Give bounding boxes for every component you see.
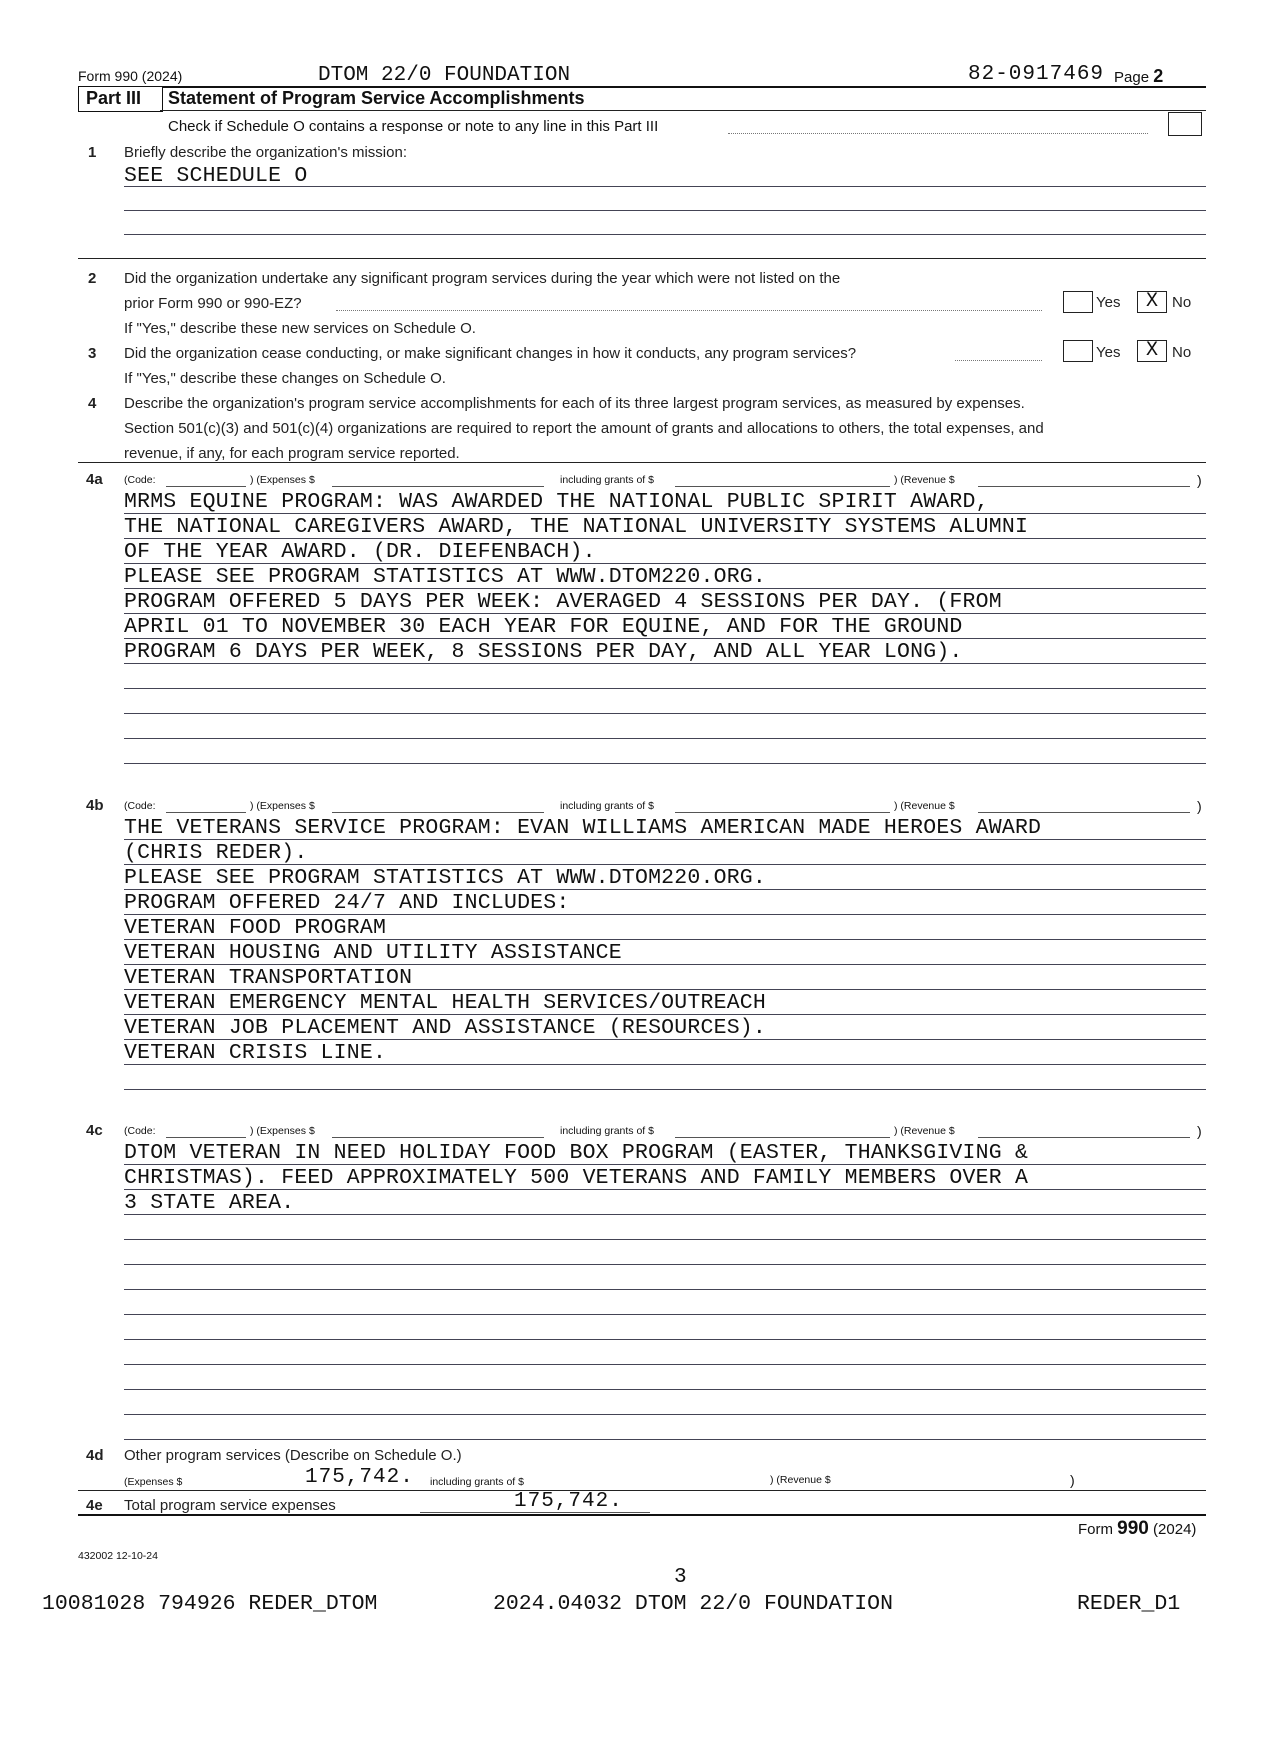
line-4d-revenue-label: ) (Revenue $ — [770, 1474, 831, 1486]
schedule-o-check-text: Check if Schedule O contains a response or note to any line in this Part III — [168, 118, 659, 135]
line-4c-number: 4c — [86, 1122, 103, 1139]
line-2-no-label: No — [1172, 294, 1192, 311]
mission-answer: SEE SCHEDULE O — [124, 164, 308, 188]
line-3-number: 3 — [88, 345, 97, 362]
description-line — [124, 864, 1206, 865]
line-4c-text-line: CHRISTMAS). FEED APPROXIMATELY 500 VETERANS AND FAMILY MEMBERS OVER A — [124, 1166, 1029, 1190]
line-4a-text-line: MRMS EQUINE PROGRAM: WAS AWARDED THE NATIONAL PUBLIC SPIRIT AWARD, — [124, 490, 989, 514]
line-4-text-a: Describe the organization's program service accomplishments for each of its three largest program services, as measured by expenses. — [124, 395, 1025, 412]
line-4a-text-line: THE NATIONAL CAREGIVERS AWARD, THE NATIONAL UNIVERSITY SYSTEMS ALUMNI — [124, 515, 1029, 539]
line-2-no-checkbox[interactable]: X — [1137, 291, 1167, 313]
line-4b-text-line: PROGRAM OFFERED 24/7 AND INCLUDES: — [124, 891, 570, 915]
close-paren: ) — [1197, 1123, 1202, 1139]
footer-form-word: Form — [1078, 1521, 1113, 1538]
mission-line — [124, 210, 1206, 211]
description-line — [124, 513, 1206, 514]
code-field — [166, 812, 246, 813]
description-line — [124, 738, 1206, 739]
description-line — [124, 713, 1206, 714]
code-field — [166, 486, 246, 487]
line-2-text-b: prior Form 990 or 990-EZ? — [124, 295, 302, 312]
description-line — [124, 1339, 1206, 1340]
expenses-label: ) (Expenses $ — [250, 1125, 315, 1137]
description-line — [124, 688, 1206, 689]
line-4d-expenses-value: 175,742. — [305, 1466, 414, 1489]
leader-dots — [336, 310, 1042, 311]
description-line — [124, 1414, 1206, 1415]
page-word: Page — [1114, 69, 1150, 86]
code-label: (Code: — [124, 1125, 156, 1137]
section-rule — [78, 1490, 1206, 1491]
mission-line — [124, 234, 1206, 235]
line-4-text-c: revenue, if any, for each program service reported. — [124, 445, 460, 462]
line-2-yes-label: Yes — [1096, 294, 1121, 311]
expenses-field — [332, 1137, 544, 1138]
description-line — [124, 839, 1206, 840]
grants-field — [675, 1137, 890, 1138]
description-line — [124, 989, 1206, 990]
description-line — [124, 1064, 1206, 1065]
line-4b-text-line: VETERAN EMERGENCY MENTAL HEALTH SERVICES/OUTREACH — [124, 991, 767, 1015]
part-label: Part III — [86, 88, 142, 108]
revenue-field — [978, 486, 1190, 487]
description-line — [124, 964, 1206, 965]
grants-label: including grants of $ — [560, 474, 654, 486]
footer-form-num: 990 — [1117, 1518, 1149, 1539]
description-line — [124, 663, 1206, 664]
org-name: DTOM 22/0 FOUNDATION — [318, 64, 571, 87]
ein: 82-0917469 — [968, 63, 1105, 86]
description-line — [124, 763, 1206, 764]
line-4-text-b: Section 501(c)(3) and 501(c)(4) organizations are required to report the amount of grants and allocations to others, the total expenses, and — [124, 420, 1044, 437]
expenses-label: ) (Expenses $ — [250, 474, 315, 486]
description-line — [124, 1014, 1206, 1015]
leader-dots — [955, 360, 1042, 361]
line-3-note: If "Yes," describe these changes on Schedule O. — [124, 370, 446, 387]
grants-label: including grants of $ — [560, 800, 654, 812]
description-line — [124, 939, 1206, 940]
line-4b-number: 4b — [86, 797, 104, 814]
revenue-label: ) (Revenue $ — [894, 474, 955, 486]
line-1-number: 1 — [88, 144, 97, 161]
footer-form — [1078, 1518, 1196, 1540]
line-4b-text-line: VETERAN FOOD PROGRAM — [124, 916, 387, 940]
line-3-text: Did the organization cease conducting, or make significant changes in how it conducts, any program services? — [124, 345, 857, 362]
line-4a-text-line: APRIL 01 TO NOVEMBER 30 EACH YEAR FOR EQUINE, AND FOR THE GROUND — [124, 615, 963, 639]
form-code: 432002 12-10-24 — [78, 1550, 158, 1562]
expenses-field — [332, 486, 544, 487]
line-4d-text: Other program services (Describe on Schedule O.) — [124, 1447, 462, 1464]
bottom-rule — [78, 1514, 1206, 1516]
grants-field — [675, 486, 890, 487]
schedule-o-checkbox[interactable] — [1168, 112, 1202, 136]
line-4e-value: 175,742. — [514, 1490, 623, 1513]
line-4b-text-line: VETERAN HOUSING AND UTILITY ASSISTANCE — [124, 941, 622, 965]
line-4b-text-line: PLEASE SEE PROGRAM STATISTICS AT WWW.DTOM220.ORG. — [124, 866, 767, 890]
line-3-yes-label: Yes — [1096, 344, 1121, 361]
part-title-rule — [160, 110, 1206, 111]
line-4a-text-line: PROGRAM OFFERED 5 DAYS PER WEEK: AVERAGED 4 SESSIONS PER DAY. (FROM — [124, 590, 1002, 614]
line-4d-grants-label: including grants of $ — [430, 1476, 524, 1488]
line-4-number: 4 — [88, 395, 97, 412]
revenue-label: ) (Revenue $ — [894, 800, 955, 812]
description-line — [124, 914, 1206, 915]
expenses-label: ) (Expenses $ — [250, 800, 315, 812]
footer-return-id: 2024.04032 DTOM 22/0 FOUNDATION — [493, 1592, 893, 1616]
line-4b-text-line: VETERAN TRANSPORTATION — [124, 966, 413, 990]
code-label: (Code: — [124, 800, 156, 812]
line-4a-number: 4a — [86, 471, 103, 488]
line-4d-close-paren: ) — [1070, 1472, 1075, 1488]
revenue-field — [978, 1137, 1190, 1138]
line-4c-text-line: DTOM VETERAN IN NEED HOLIDAY FOOD BOX PROGRAM (EASTER, THANKSGIVING & — [124, 1141, 1029, 1165]
description-line — [124, 1089, 1206, 1090]
description-line — [124, 638, 1206, 639]
expenses-field — [332, 812, 544, 813]
line-2-yes-checkbox[interactable] — [1063, 291, 1093, 313]
line-1-text: Briefly describe the organization's mission: — [124, 144, 407, 161]
mission-line — [124, 186, 1206, 187]
revenue-label: ) (Revenue $ — [894, 1125, 955, 1137]
description-line — [124, 1439, 1206, 1440]
description-line — [124, 1214, 1206, 1215]
grants-field — [675, 812, 890, 813]
page-number-header: 2 — [1153, 66, 1164, 86]
line-4a-text-line: PROGRAM 6 DAYS PER WEEK, 8 SESSIONS PER DAY, AND ALL YEAR LONG). — [124, 640, 963, 664]
line-4b-text-line: THE VETERANS SERVICE PROGRAM: EVAN WILLIAMS AMERICAN MADE HEROES AWARD — [124, 816, 1042, 840]
line-4d-number: 4d — [86, 1447, 104, 1464]
description-line — [124, 1189, 1206, 1190]
description-line — [124, 563, 1206, 564]
line-4b-text-line: (CHRIS REDER). — [124, 841, 308, 865]
form-label: Form 990 (2024) — [78, 68, 183, 84]
description-line — [124, 1264, 1206, 1265]
line-3-no-checkbox[interactable]: X — [1137, 340, 1167, 362]
code-field — [166, 1137, 246, 1138]
footer-page-number: 3 — [674, 1566, 687, 1589]
close-paren: ) — [1197, 798, 1202, 814]
description-line — [124, 1389, 1206, 1390]
description-line — [124, 1314, 1206, 1315]
code-label: (Code: — [124, 474, 156, 486]
description-line — [124, 1164, 1206, 1165]
description-line — [124, 613, 1206, 614]
part-title: Statement of Program Service Accomplishments — [168, 88, 585, 108]
total-field-underline — [420, 1512, 650, 1513]
description-line — [124, 1039, 1206, 1040]
description-line — [124, 1364, 1206, 1365]
line-4e-number: 4e — [86, 1497, 103, 1514]
line-4c-text-line: 3 STATE AREA. — [124, 1191, 295, 1215]
line-3-yes-checkbox[interactable] — [1063, 340, 1093, 362]
line-4b-text-line: VETERAN CRISIS LINE. — [124, 1041, 387, 1065]
line-4e-text: Total program service expenses — [124, 1497, 336, 1514]
description-line — [124, 588, 1206, 589]
description-line — [124, 1239, 1206, 1240]
line-2-number: 2 — [88, 270, 97, 287]
footer-form-year: (2024) — [1153, 1521, 1197, 1538]
line-2-note: If "Yes," describe these new services on Schedule O. — [124, 320, 476, 337]
close-paren: ) — [1197, 472, 1202, 488]
revenue-field — [978, 812, 1190, 813]
line-4d-expenses-label: (Expenses $ — [124, 1476, 183, 1488]
description-line — [124, 538, 1206, 539]
description-line — [124, 889, 1206, 890]
leader-dots — [728, 133, 1148, 134]
description-line — [124, 1289, 1206, 1290]
line-4a-text-line: PLEASE SEE PROGRAM STATISTICS AT WWW.DTOM220.ORG. — [124, 565, 767, 589]
section-rule — [78, 462, 1206, 463]
section-rule — [78, 258, 1206, 259]
line-4b-text-line: VETERAN JOB PLACEMENT AND ASSISTANCE (RESOURCES). — [124, 1016, 767, 1040]
line-3-no-label: No — [1172, 344, 1192, 361]
footer-batch: 10081028 794926 REDER_DTOM — [42, 1592, 378, 1616]
grants-label: including grants of $ — [560, 1125, 654, 1137]
page-indicator — [1114, 66, 1163, 87]
line-4a-text-line: OF THE YEAR AWARD. (DR. DIEFENBACH). — [124, 540, 596, 564]
footer-tag: REDER_D1 — [1077, 1592, 1181, 1616]
line-2-text-a: Did the organization undertake any significant program services during the year which were not listed on the — [124, 270, 841, 287]
